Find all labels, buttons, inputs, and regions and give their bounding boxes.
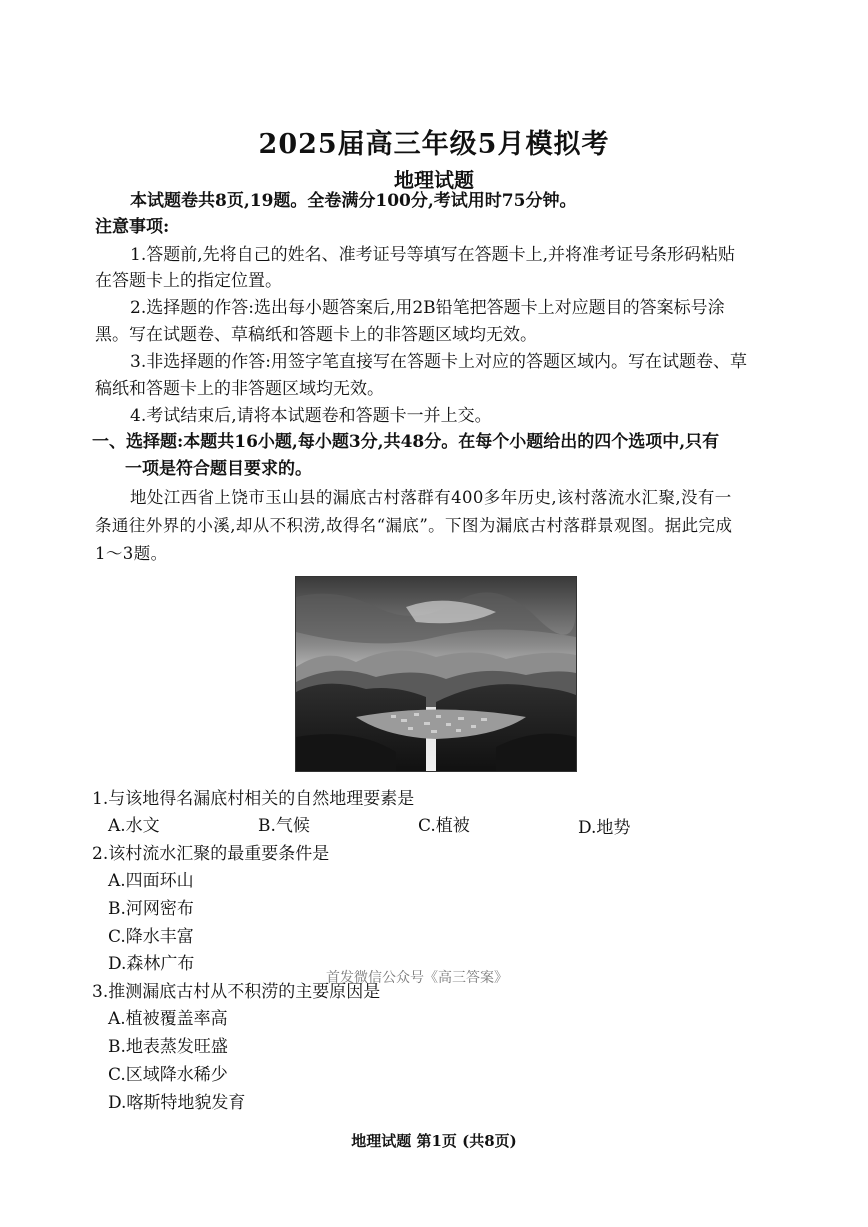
notice-item-3-line1: 3.非选择题的作答:用签字笔直接写在答题卡上对应的答题区域内。写在试题卷、草: [130, 352, 747, 372]
notice-item-1-line1: 1.答题前,先将自己的姓名、准考证号等填写在答题卡上,并将准考证号条形码粘贴: [130, 245, 736, 265]
page-footer: 地理试题 第1页 (共8页): [351, 1132, 517, 1150]
passage-line2: 条通往外界的小溪,却从不积涝,故得名“漏底”。下图为漏底古村落群景观图。据此完成: [95, 516, 733, 535]
question-2-option-b[interactable]: B.河网密布: [108, 899, 194, 919]
question-3-option-c[interactable]: C.区域降水稀少: [108, 1065, 228, 1085]
question-1-option-d[interactable]: D.地势: [578, 818, 631, 838]
question-2-option-a[interactable]: A.四面环山: [108, 871, 194, 891]
notice-item-1-line2: 在答题卡上的指定位置。: [95, 271, 282, 291]
question-3-option-b[interactable]: B.地表蒸发旺盛: [108, 1037, 228, 1057]
question-3-option-a[interactable]: A.植被覆盖率高: [108, 1009, 228, 1029]
section-heading-line2: 一项是符合题目要求的。: [125, 459, 312, 479]
watermark-text: 首发微信公众号《高三答案》: [326, 970, 508, 986]
question-3-option-d[interactable]: D.喀斯特地貌发育: [108, 1093, 246, 1113]
question-1-stem: 1.与该地得名漏底村相关的自然地理要素是: [92, 789, 415, 809]
notice-item-2-line1: 2.选择题的作答:选出每小题答案后,用2B铅笔把答题卡上对应题目的答案标号涂: [130, 298, 725, 318]
exam-title: 2025届高三年级5月模拟考: [258, 129, 610, 160]
notice-item-3-line2: 稿纸和答题卡上的非答题区域均无效。: [95, 379, 384, 399]
section-heading-line1: 一、选择题:本题共16小题,每小题3分,共48分。在每个小题给出的四个选项中,只有: [92, 432, 720, 452]
notice-item-4-line1: 4.考试结束后,请将本试题卷和答题卡一并上交。: [130, 406, 492, 426]
question-2-stem: 2.该村流水汇聚的最重要条件是: [92, 844, 330, 864]
passage-line1: 地处江西省上饶市玉山县的漏底古村落群有400多年历史,该村落流水汇聚,没有一: [130, 488, 732, 507]
question-1-option-a[interactable]: A.水文: [108, 816, 160, 836]
question-3-stem: 3.推测漏底古村从不积涝的主要原因是: [92, 982, 381, 1002]
notice-item-2-line2: 黑。写在试题卷、草稿纸和答题卡上的非答题区域均无效。: [95, 325, 537, 345]
exam-subtitle: 地理试题: [394, 168, 474, 192]
passage-line3: 1～3题。: [95, 544, 168, 563]
notice-heading: 注意事项:: [95, 217, 170, 237]
question-1-option-b[interactable]: B.气候: [258, 816, 310, 836]
village-landscape-photo: [295, 576, 577, 772]
question-1-option-c[interactable]: C.植被: [418, 816, 470, 836]
question-2-option-d[interactable]: D.森林广布: [108, 954, 195, 974]
exam-info: 本试题卷共8页,19题。全卷满分100分,考试用时75分钟。: [130, 191, 577, 211]
question-2-option-c[interactable]: C.降水丰富: [108, 927, 194, 947]
